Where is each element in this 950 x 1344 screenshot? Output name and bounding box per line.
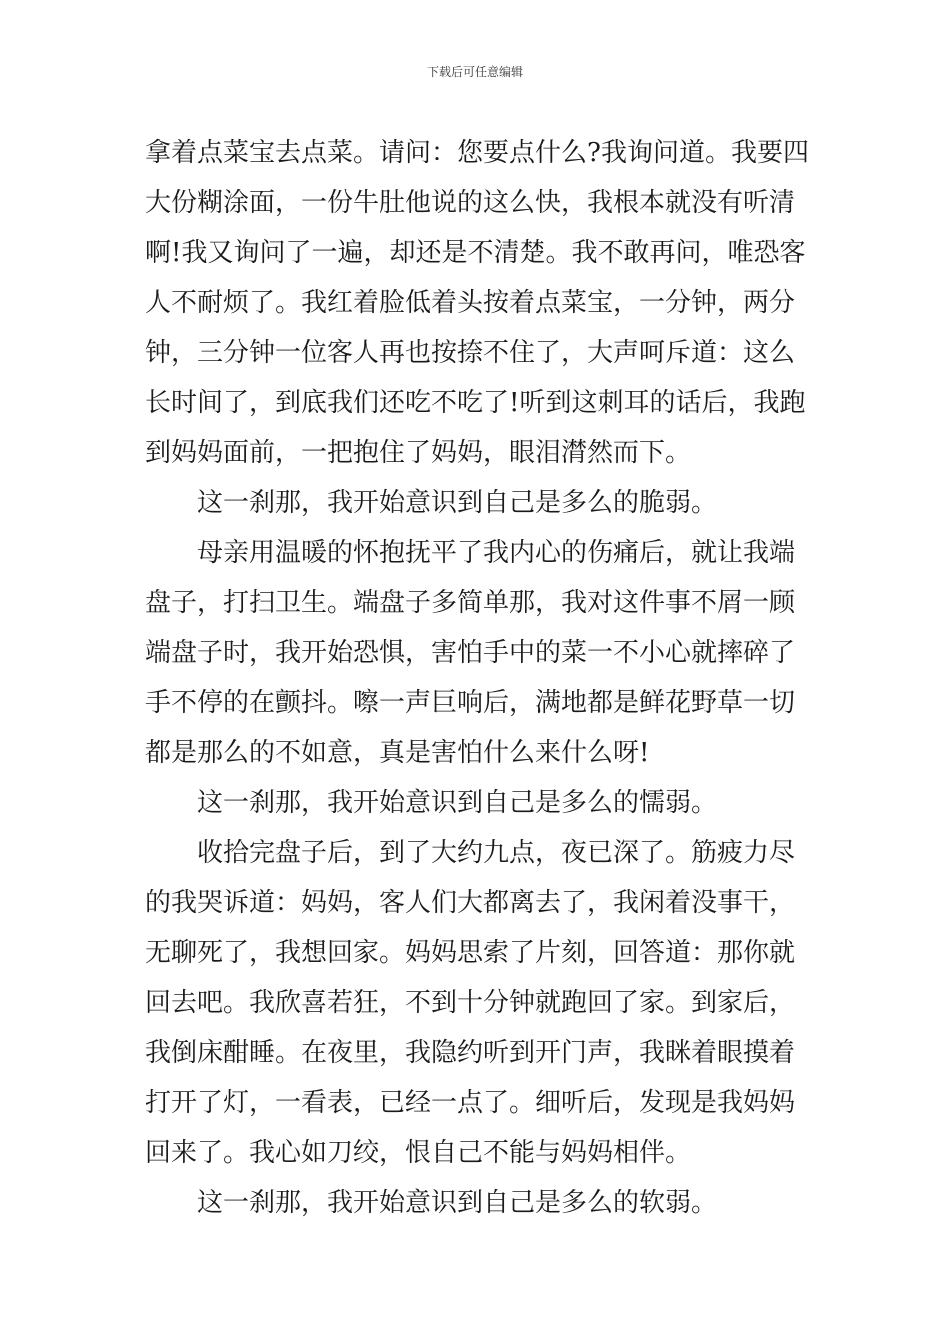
text-line: 回去吧。我欣喜若狂，不到十分钟就跑回了家。到家后， (145, 988, 796, 1018)
text-line: 手不停的在颤抖。嚓一声巨响后，满地都是鲜花野草一切 (145, 688, 796, 718)
text-line: 打开了灯，一看表，已经一点了。细听后，发现是我妈妈 (145, 1088, 796, 1118)
text-line: 到妈妈面前，一把抱住了妈妈，眼泪潸然而下。 (145, 438, 692, 468)
paragraph-line: 这一刹那，我开始意识到自己是多么的脆弱。 (197, 488, 718, 518)
text-line: 拿着点菜宝去点菜。请问：您要点什么?我询问道。我要四 (145, 138, 809, 168)
text-line: 大份糊涂面，一份牛肚他说的这么快，我根本就没有听清 (145, 188, 796, 218)
paragraph-line: 这一刹那，我开始意识到自己是多么的懦弱。 (197, 788, 718, 818)
text-line: 盘子，打扫卫生。端盘子多简单那，我对这件事不屑一顾 (145, 588, 796, 618)
paragraph-line: 这一刹那，我开始意识到自己是多么的软弱。 (197, 1188, 718, 1218)
text-line: 我倒床酣睡。在夜里，我隐约听到开门声，我眯着眼摸着 (145, 1038, 796, 1068)
text-line: 啊!我又询问了一遍，却还是不清楚。我不敢再问，唯恐客 (145, 238, 806, 268)
text-line: 长时间了，到底我们还吃不吃了!听到这刺耳的话后，我跑 (145, 388, 806, 418)
page-header: 下载后可任意编辑 (426, 65, 523, 79)
text-line: 钟，三分钟一位客人再也按捺不住了，大声呵斥道：这么 (145, 338, 796, 368)
document-body (145, 128, 810, 1228)
text-line: 人不耐烦了。我红着脸低着头按着点菜宝，一分钟，两分 (145, 288, 796, 318)
text-line: 都是那么的不如意，真是害怕什么来什么呀! (145, 738, 650, 768)
paragraph-line: 母亲用温暖的怀抱抚平了我内心的伤痛后，就让我端 (197, 538, 796, 568)
text-line: 的我哭诉道：妈妈，客人们大都离去了，我闲着没事干， (145, 888, 796, 918)
text-line: 回来了。我心如刀绞，恨自己不能与妈妈相伴。 (145, 1138, 692, 1168)
text-line: 无聊死了，我想回家。妈妈思索了片刻，回答道：那你就 (145, 938, 796, 968)
text-line: 端盘子时，我开始恐惧，害怕手中的菜一不小心就摔碎了 (145, 638, 796, 668)
paragraph-line: 收拾完盘子后，到了大约九点，夜已深了。筋疲力尽 (197, 838, 796, 868)
